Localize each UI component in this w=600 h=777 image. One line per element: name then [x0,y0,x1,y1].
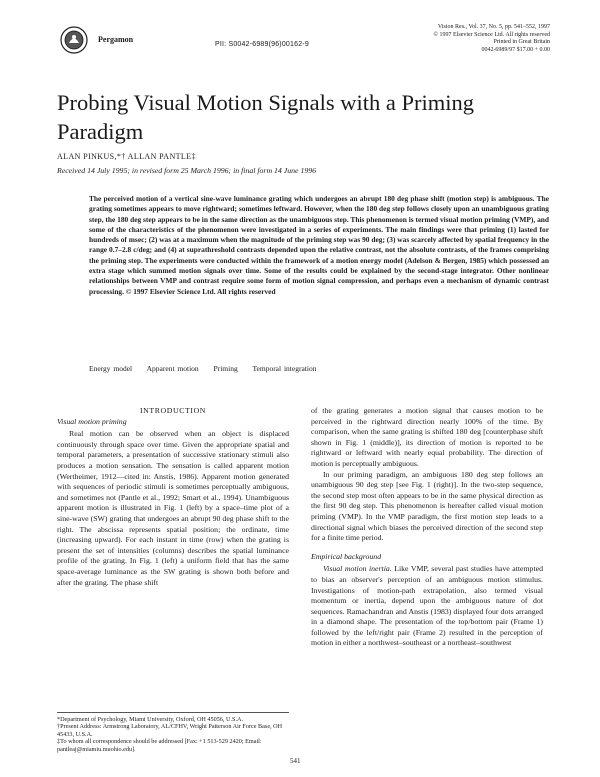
footnote: †Present Address: Armstrong Laboratory, AL/CFHV, Wright Patterson Air Force Base, OH 45433, U.S.A. [57,723,283,738]
pii-code: PII: S0042-6989(96)00162-9 [215,41,309,48]
journal-line: 0042-6989/97 $17.00 + 0.00 [481,46,550,53]
keyword: Apparent motion [146,364,199,373]
journal-line: Printed in Great Britain [493,39,550,46]
body-paragraph [311,564,543,649]
paper-title: Probing Visual Motion Signals with a Priming Paradigm [57,90,475,144]
keywords [89,364,549,373]
journal-line: Vision Res., Vol. 37, No. 5, pp. 541–552, 1997 [437,24,550,30]
keyword: Energy model [89,364,133,373]
abstract: The perceived motion of a vertical sine-wave luminance grating which undergoes an abrupt 180 deg phase shift (motion step) is ambiguous. The grating sometimes appears to move rightward; sometimes leftward. However, when the 180 deg step follows closely upon an unambiguous grating step, the 180 deg step appears to be in the same direction as the unambiguous step. This phenomenon is termed visual motion priming (VMP), and some of the characteristics of the phenomenon were investigated in a series of experiments. The main findings were that priming (1) lasted for hundreds of msec; (2) was at a maximum when the magnitude of the priming step was 90 deg; (3) was scarcely affected by spatial frequency in the range 0.7–2.8 c/deg; and (4) at suprathreshold contrasts depended upon the relative contrast, not the absolute contrasts, of the frames comprising the priming step. The experiments were conducted within the framework of a motion energy model (Adelson & Bergen, 1985) which possessed an extra stage which summed motion signals over time. Some of the results could be explained by the second-stage integrator. Other nonlinear relationships between VMP and contrast require some form of motion signal compression, and perhaps even a mechanism of dynamic contrast processing. © 1997 Elsevier Science Ltd. All rights reserved [89,194,549,296]
left-column [57,406,289,588]
publisher-name: Pergamon [98,35,134,44]
keyword: Temporal integration [252,364,317,373]
footnote: *Department of Psychology, Miami University, Oxford, OH 45056, U.S.A. [57,716,244,723]
authors: ALAN PINKUS,*† ALLAN PANTLE‡ [57,152,196,161]
body-paragraph: In our priming paradigm, an ambiguous 180 deg step follows an unambiguous 90 deg step [see Fig. 1 (right)]. In the two-step sequence, the second step most often appears to be in the same physical direction as the first 90 deg step. This phenomenon is hereafter called visual motion priming (VMP). In the VMP paradigm, the first motion step leads to a directional signal which biases the perceived direction of the second step for a finite time period. [311,469,543,543]
journal-info [400,24,550,54]
received-dates: Received 14 July 1995; in revised form 25 March 1996; in final form 14 June 1996 [57,166,317,175]
paragraph-lead-in: Visual motion inertia. [323,564,392,574]
journal-line: © 1997 Elsevier Science Ltd. All rights reserved [433,31,550,38]
page-number: 541 [290,757,301,765]
footnote: ‡To whom all correspondence should be addressed [Fax: +1 513-529 2420; Email: pantleaj@miamiu.muohio.edu]. [57,738,262,753]
body-paragraph: Real motion can be observed when an object is displaced continuously through space over time. Given the appropriate spatial and temporal parameters, a presentation of successive stationary stimuli also produces a motion sensation. The sensation is called apparent motion (Wertheimer, 1912—cited in: Anstis, 1986). Apparent motion generated with sequences of periodic stimuli is sometimes perceptually ambiguous, and sometimes not (Pantle et al., 1992; Smart et al., 1994). Unambiguous apparent motion is illustrated in Fig. 1 (left) by a space–time plot of a sine-wave (SW) grating that undergoes an abrupt 90 deg phase shift to the right. The abscissa represents spatial position; the ordinate, time (increasing upward). For each instant in time (row) when the grating is present the set of intensities (columns) describes the spatial luminance profile of the grating. In Fig. 1 (left) a uniform field that has the same space-average luminance as the SW grating is shown both before and after the grating. The phase shift [57,429,289,587]
section-heading: INTRODUCTION [139,406,207,415]
subheading: Visual motion priming [57,416,127,426]
paragraph-text: Like VMP, several past studies have attempted to bias an observer's perception of an ambiguous motion stimulus. Investigations of motion-path extrapolation, also termed visual momentum or inertia, depend upon the ambiguous nature of dot sequences. Ramachandran and Anstis (1983) displayed four dots arranged in a diamond shape. The presentation of the top/bottom pair (Frame 1) followed by the left/right pair (Frame 2) resulted in the perception of motion in either a northwest–southeast or a northeast–southwest [311,564,543,648]
subheading: Empirical background [311,551,382,561]
footnote-divider [57,712,289,713]
right-column [311,406,543,649]
pergamon-logo-icon [60,26,88,54]
footnotes [57,716,289,753]
body-paragraph: of the grating generates a motion signal that causes motion to be perceived in the rightward direction nearly 100% of the time. By comparison, when the same grating is shifted 180 deg [counterphase shift shown in Fig. 1 (middle)], its direction of motion is reported to be rightward or leftward with nearly equal probability. The direction of motion is perceptually ambiguous. [311,406,543,468]
keyword: Priming [213,364,238,373]
